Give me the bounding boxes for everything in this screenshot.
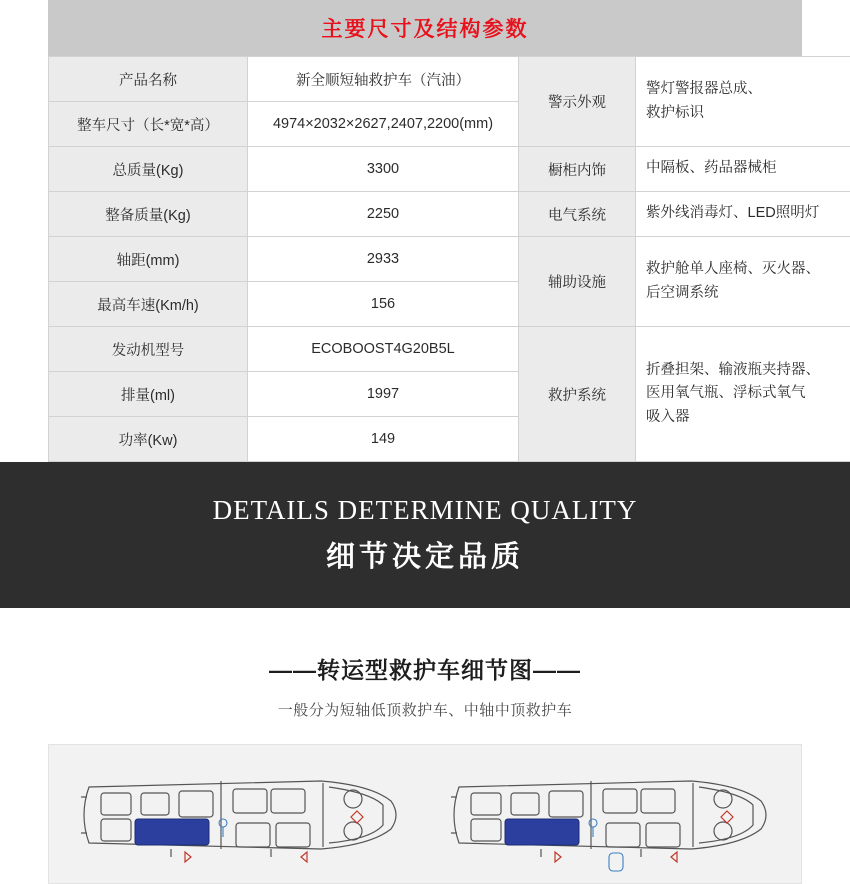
spec-value: 1997 [248, 372, 519, 417]
spec-label: 整备质量(Kg) [49, 192, 248, 237]
van-floorplan-right-icon [441, 753, 777, 877]
van-floorplan-left-icon [71, 753, 407, 877]
spec-label: 发动机型号 [49, 327, 248, 372]
table-row [49, 147, 850, 192]
spec-table-wrap [48, 56, 802, 462]
spec-right-label: 电气系统 [519, 192, 636, 237]
floorplan-diagram-panel [48, 744, 802, 884]
spec-right-label: 救护系统 [519, 327, 636, 462]
spec-right-value [636, 237, 850, 327]
spec-header-bar [48, 0, 802, 56]
spec-right-value-line: 紫外线消毒灯、LED照明灯 [646, 202, 850, 225]
spec-right-value-line: 救护标识 [646, 102, 850, 125]
spec-right-value-line: 吸入器 [646, 406, 850, 429]
spec-value: 156 [248, 282, 519, 327]
spec-right-value-line: 中隔板、药品器械柜 [646, 157, 850, 180]
spec-label: 轴距(mm) [49, 237, 248, 282]
banner-english-text: DETAILS DETERMINE QUALITY [213, 495, 638, 526]
detail-intro-section [0, 608, 850, 720]
spec-right-value-line: 警灯警报器总成、 [646, 78, 850, 101]
spec-value: 3300 [248, 147, 519, 192]
spec-right-value-line: 医用氧气瓶、浮标式氧气 [646, 382, 850, 405]
spec-value: 149 [248, 417, 519, 462]
spec-right-value [636, 327, 850, 462]
table-row [49, 57, 850, 102]
spec-right-value [636, 57, 850, 147]
table-row [49, 327, 850, 372]
spec-right-value-line: 后空调系统 [646, 282, 850, 305]
spec-right-value [636, 192, 850, 237]
spec-label: 产品名称 [49, 57, 248, 102]
spec-right-label: 警示外观 [519, 57, 636, 147]
spec-label: 整车尺寸（长*宽*高） [49, 102, 248, 147]
spec-value: 4974×2032×2627,2407,2200(mm) [248, 102, 519, 147]
detail-subtitle: 一般分为短轴低顶救护车、中轴中顶救护车 [0, 699, 850, 720]
spec-right-value-line: 救护舱单人座椅、灭火器、 [646, 258, 850, 281]
spec-label: 总质量(Kg) [49, 147, 248, 192]
spec-right-label: 辅助设施 [519, 237, 636, 327]
spec-label: 功率(Kw) [49, 417, 248, 462]
spec-label: 排量(ml) [49, 372, 248, 417]
table-row [49, 237, 850, 282]
spec-value: 2250 [248, 192, 519, 237]
spec-value: 2933 [248, 237, 519, 282]
spec-right-value-line: 折叠担架、输液瓶夹持器、 [646, 359, 850, 382]
banner-chinese-text: 细节决定品质 [326, 534, 524, 575]
details-banner [0, 462, 850, 608]
detail-title: ——转运型救护车细节图—— [0, 652, 850, 685]
spec-label: 最高车速(Km/h) [49, 282, 248, 327]
spec-value: 新全顺短轴救护车（汽油） [248, 57, 519, 102]
spec-value: ECOBOOST4G20B5L [248, 327, 519, 372]
spec-right-label: 橱柜内饰 [519, 147, 636, 192]
spec-right-value [636, 147, 850, 192]
table-row [49, 192, 850, 237]
spec-table [48, 56, 850, 462]
spec-header-title: 主要尺寸及结构参数 [322, 13, 529, 43]
